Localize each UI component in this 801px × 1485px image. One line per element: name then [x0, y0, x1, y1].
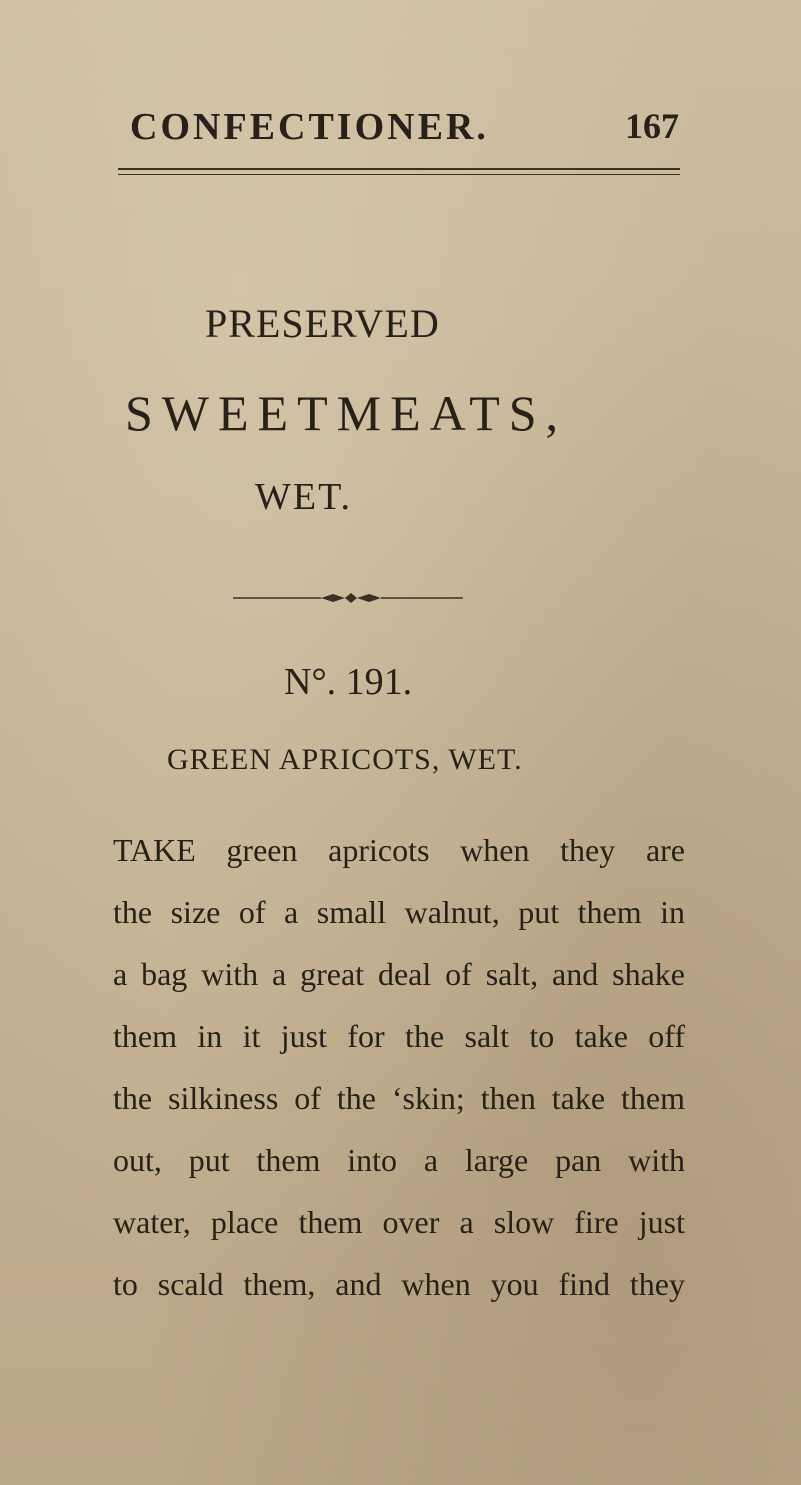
section-title-line-1: PRESERVED	[205, 301, 440, 346]
running-head	[0, 105, 801, 155]
body-line: to scald them, and when you find they	[113, 1266, 685, 1302]
section-title-line-3: WET.	[255, 476, 352, 518]
body-line: out, put them into a large pan with	[113, 1142, 685, 1178]
recipe-title: GREEN APRICOTS, WET.	[167, 743, 523, 776]
body-line: water, place them over a slow fire just	[113, 1204, 685, 1240]
running-title: CONFECTIONER.	[130, 106, 489, 148]
header-rule	[118, 168, 680, 175]
section-title-line-2: SWEETMEATS,	[125, 385, 568, 441]
body-line: a bag with a great deal of salt, and shake	[113, 956, 685, 992]
page-number: 167	[625, 106, 679, 146]
recipe-body	[113, 819, 685, 1315]
ornamental-rule	[233, 591, 463, 605]
body-line: the silkiness of the ‘skin; then take them	[113, 1080, 685, 1116]
body-line: them in it just for the salt to take off	[113, 1018, 685, 1054]
recipe-number: N°. 191.	[284, 661, 413, 703]
body-line: TAKE green apricots when they are	[113, 832, 685, 868]
body-line: the size of a small walnut, put them in	[113, 894, 685, 930]
